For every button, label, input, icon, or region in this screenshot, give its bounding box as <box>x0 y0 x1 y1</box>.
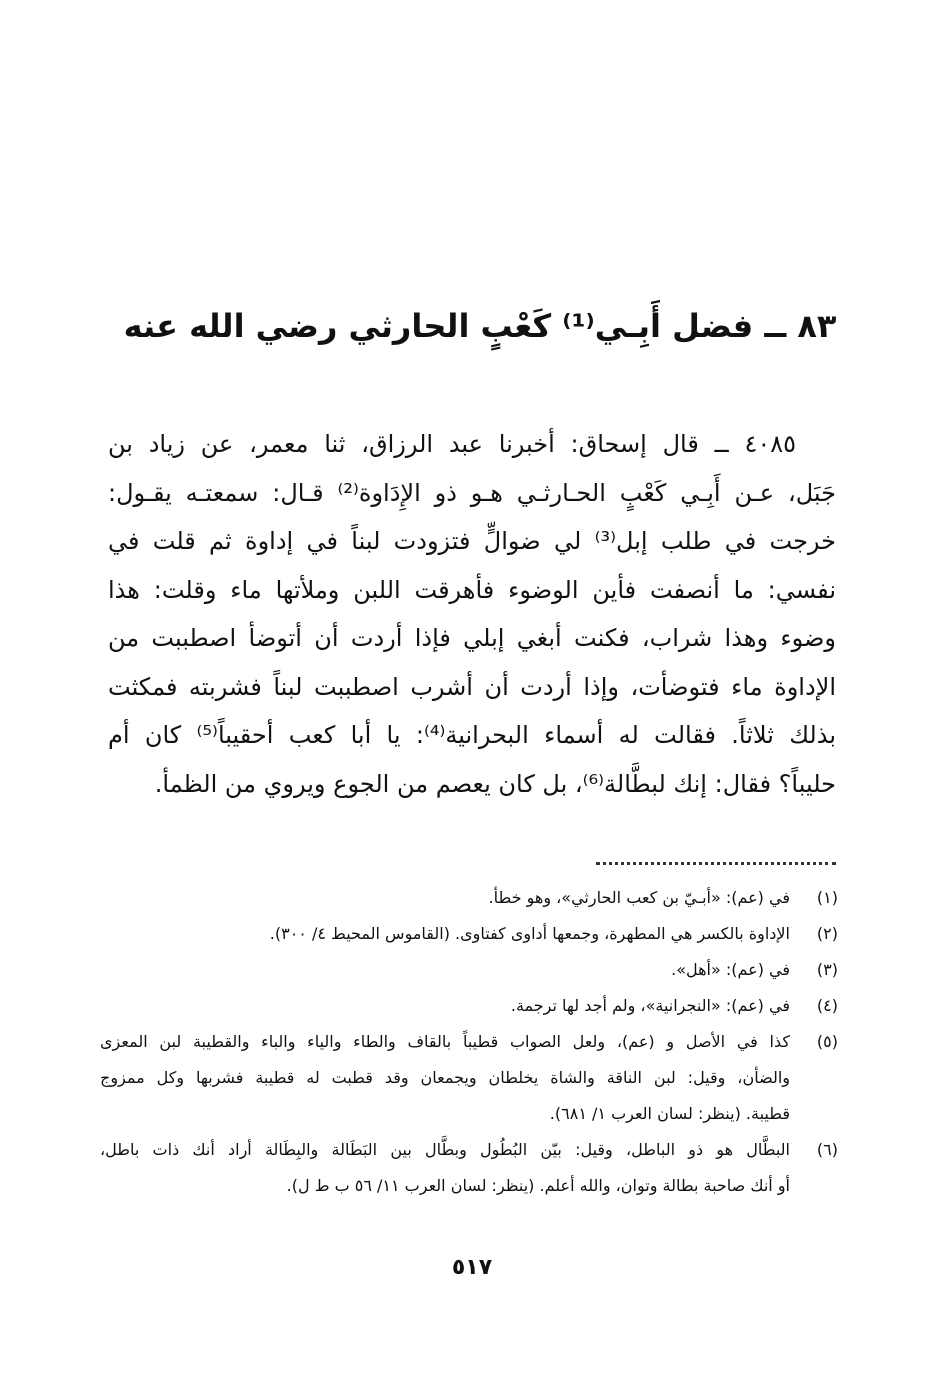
footnote-text <box>100 1132 790 1204</box>
footnote-text <box>100 952 790 988</box>
page-number: ٥١٧ <box>451 1255 493 1280</box>
footnote-item <box>100 1024 838 1132</box>
hadith-line: نفسي: ما أنصفت فأين الوضوء فأهرقت اللبن وملأتها ماء وقلت: هذا <box>108 575 836 604</box>
footnote-item <box>100 988 838 1024</box>
footnote-number: (٤) <box>816 996 838 1015</box>
footnote-line: في (عم): «أهل». <box>671 960 790 979</box>
footnote-item <box>100 1132 838 1204</box>
footnotes <box>100 880 838 1204</box>
hadith-line: ٤٠٨٥ ــ قال إسحاق: أخبرنا عبد الرزاق، ثنا معمر، عن زياد بن <box>108 430 796 458</box>
chapter-title: ٨٣ ــ فضل أَبِـي⁽¹⁾ كَعْبٍ الحارثي رضي الله عنه <box>123 307 837 345</box>
footnote-line: والضأن، وقيل: لبن الناقة والشاة يخلطان ويجمعان وقد قطبت له قطيبة فشربها وكل ممزوج <box>100 1068 790 1087</box>
hadith-line: حليباً؟ فقال: إنك لبطَّالة⁽⁶⁾، بل كان يعصم من الجوع ويروي من الظمأ. <box>154 769 836 798</box>
footnote-line: أو أنك صاحبة بطالة وتوان، والله أعلم. (ينظر: لسان العرب ١١/ ٥٦ ب ط ل). <box>286 1176 790 1195</box>
footnote-line: قطيبة. (ينظر: لسان العرب ١/ ٦٨١). <box>549 1104 790 1123</box>
footnote-number: (٢) <box>816 924 838 943</box>
footnote-line: في (عم): «أبـيّ بن كعب الحارثي»، وهو خطأ. <box>488 888 790 907</box>
footnote-divider <box>596 862 836 865</box>
footnote-item <box>100 952 838 988</box>
footnote-line: الإداوة بالكسر هي المطهرة، وجمعها أداوى كفتاوى. (القاموس المحيط ٤/ ٣٠٠). <box>269 924 790 943</box>
footnote-line: في (عم): «النجرانية»، ولم أجد لها ترجمة. <box>510 996 790 1015</box>
footnote-item <box>100 916 838 952</box>
footnote-number: (٣) <box>816 960 838 979</box>
footnote-text <box>100 880 790 916</box>
footnote-text <box>100 916 790 952</box>
hadith-line: جَبَل، عـن أَبِـي كَعْبٍ الحـارثـي هـو ذو الإِدَاوة⁽²⁾ قـال: سمعتـه يقـول: <box>108 478 836 507</box>
footnote-line: البطَّال هو ذو الباطل، وقيل: بيّن البُطُول وبطَّال بين البَطَالة والبِطَالة أراد أنك ذات باطل، <box>100 1140 790 1159</box>
hadith-line: بذلك ثلاثاً. فقالت له أسماء البحرانية⁽⁴⁾: يا أبا كعب أحقيباً⁽⁵⁾ كان أم <box>108 721 837 749</box>
hadith-line: وضوء وهذا شراب، فكنت أبغي إبلي فإذا أردت أن أتوضأ اصطببت من <box>108 624 836 652</box>
footnote-number: (١) <box>816 888 838 907</box>
footnote-text <box>100 988 790 1024</box>
footnote-number: (٦) <box>816 1140 838 1159</box>
hadith-line: الإداوة ماء فتوضأت، وإذا أردت أن أشرب اصطببت لبناً فشربته فمكثت <box>108 672 836 701</box>
footnote-text <box>100 1024 790 1132</box>
footnote-number: (٥) <box>816 1032 838 1051</box>
hadith-text <box>108 420 836 808</box>
hadith-line: خرجت في طلب إبل⁽³⁾ لي ضوالٍّ فتزودت لبناً في إداوة ثم قلت في <box>108 527 837 555</box>
footnote-line: كذا في الأصل و (عم)، ولعل الصواب قطيباً بالقاف والطاء والياء والباء والقطيبة لبن المعزى <box>100 1032 790 1051</box>
footnote-item <box>100 880 838 916</box>
